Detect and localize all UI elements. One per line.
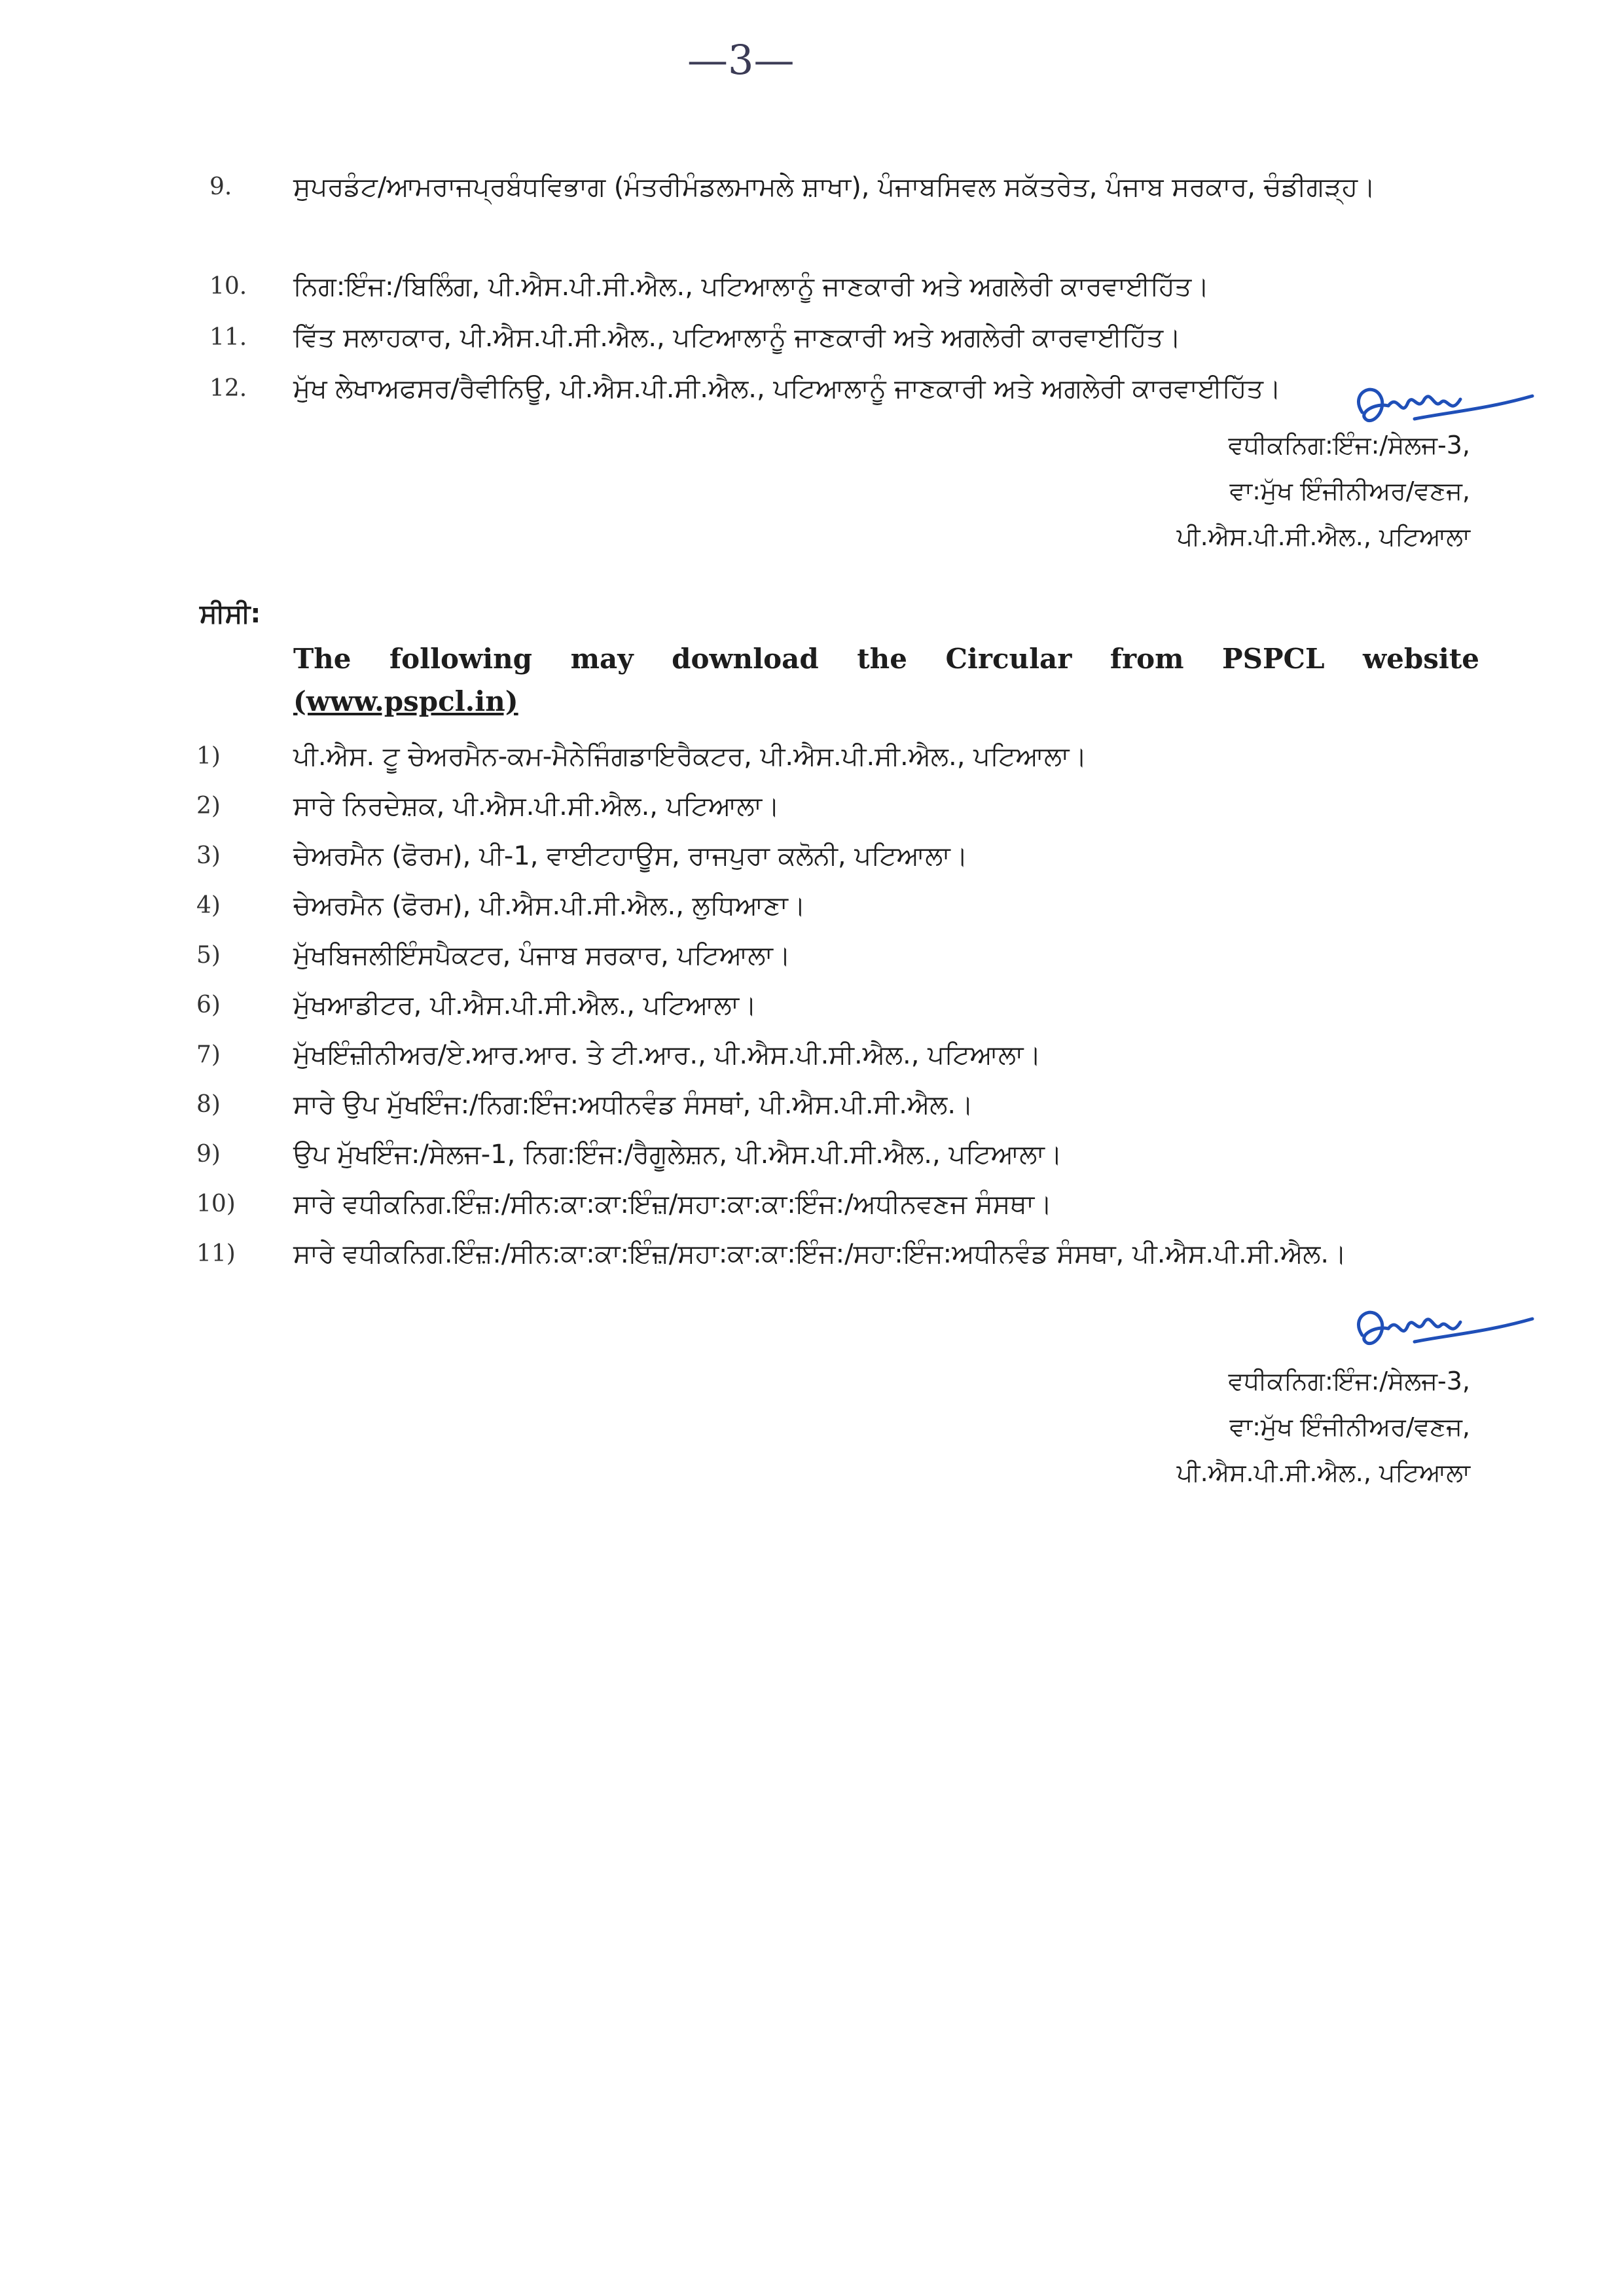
signature-organisation: ਪੀ.ਐਸ.ਪੀ.ਸੀ.ਐਲ., ਪਟਿਆਲਾ (1176, 522, 1470, 551)
signature-designation: ਵਧੀਕਨਿਗ:ਇੰਜ:/ਸੇਲਜ-3, (1228, 431, 1470, 459)
list-item-text: ਮੁੱਖਆਡੀਟਰ, ਪੀ.ਐਸ.ਪੀ.ਸੀ.ਐਲ., ਪਟਿਆਲਾ। (293, 990, 757, 1020)
list-item (196, 1030, 1479, 1080)
download-note: The following may download the Circular from PSPCL website (293, 643, 1479, 675)
signature-organisation: ਪੀ.ਐਸ.ਪੀ.ਸੀ.ਐਲ., ਪਟਿਆਲਾ (1176, 1458, 1470, 1487)
list-item-number: 5) (196, 942, 221, 969)
list-item-number: 11. (209, 324, 247, 351)
list-item (196, 781, 1479, 831)
list-item-text: ਸਾਰੇ ਨਿਰਦੇਸ਼ਕ, ਪੀ.ਐਸ.ਪੀ.ਸੀ.ਐਲ., ਪਟਿਆਲਾ। (293, 791, 780, 821)
list-item-text: ਮੁੱਖ ਲੇਖਾਅਫਸਰ/ਰੈਵੀਨਿਊ, ਪੀ.ਐਸ.ਪੀ.ਸੀ.ਐਲ., ਪਟਿਆਲਾਨੂੰ ਜਾਣਕਾਰੀ ਅਤੇ ਅਗਲੇਰੀ ਕਾਰਵਾਈਹਿੱਤ। (293, 374, 1281, 404)
list-item (196, 732, 1479, 781)
list-item-number: 6) (196, 992, 221, 1018)
list-item-number: 11) (196, 1240, 236, 1267)
list-item-text: ਪੀ.ਐਸ. ਟੂ ਚੇਅਰਮੈਨ-ਕਮ-ਮੈਨੇਜਿੰਗਡਾਇਰੈਕਟਰ, ਪੀ.ਐਸ.ਪੀ.ਸੀ.ਐਲ., ਪਟਿਆਲਾ। (293, 742, 1087, 772)
page-number: —3— (687, 36, 795, 84)
website-link[interactable]: (www.pspcl.in) (293, 685, 518, 717)
list-item-text: ਚੇਅਰਮੈਨ (ਫੋਰਮ), ਪੀ-1, ਵਾਈਟਹਾਊਸ, ਰਾਜਪੁਰਾ ਕਲੋਨੀ, ਪਟਿਆਲਾ। (293, 841, 968, 871)
list-item-number: 3) (196, 842, 221, 869)
list-item (196, 1229, 1479, 1329)
list-item-number: 12. (209, 375, 247, 402)
list-item (196, 881, 1479, 931)
signature-office: ਵਾ:ਮੁੱਖ ਇੰਜੀਨੀਅਰ/ਵਣਜ, (1229, 1412, 1470, 1441)
list-item (196, 1179, 1479, 1229)
list-item-text: ਉਪ ਮੁੱਖਇੰਜ:/ਸੇਲਜ-1, ਨਿਗ:ਇੰਜ:/ਰੈਗੂਲੇਸ਼ਨ, ਪੀ.ਐਸ.ਪੀ.ਸੀ.ਐਲ., ਪਟਿਆਲਾ। (293, 1139, 1062, 1170)
list-item-text: ਵਿੱਤ ਸਲਾਹਕਾਰ, ਪੀ.ਐਸ.ਪੀ.ਸੀ.ਐਲ., ਪਟਿਆਲਾਨੂੰ ਜਾਣਕਾਰੀ ਅਤੇ ਅਗਲੇਰੀ ਕਾਰਵਾਈਹਿੱਤ। (293, 323, 1182, 353)
list-item-text: ਸਾਰੇ ਵਧੀਕਨਿਗ.ਇੰਜ਼:/ਸੀਨ:ਕਾ:ਕਾ:ਇੰਜ਼/ਸਹਾ:ਕਾ:ਕਾ:ਇੰਜ:/ਅਧੀਨਵਣਜ ਸੰਸਥਾ। (293, 1189, 1053, 1219)
list-item-text: ਚੇਅਰਮੈਨ (ਫੋਰਮ), ਪੀ.ਐਸ.ਪੀ.ਸੀ.ਐਲ., ਲੁਧਿਆਣਾ। (293, 891, 806, 921)
list-item-number: 7) (196, 1041, 221, 1068)
cc-label: ਸੀਸੀ: (200, 599, 261, 629)
list-item (196, 1130, 1479, 1179)
list-item-number: 8) (196, 1091, 221, 1118)
handwritten-signature (1336, 1296, 1545, 1368)
signature-office: ਵਾ:ਮੁੱਖ ਇੰਜੀਨੀਅਰ/ਵਣਜ, (1229, 476, 1470, 505)
distribution-list (209, 162, 1479, 404)
list-item-text: ਸਾਰੇ ਉਪ ਮੁੱਖਇੰਜ:/ਨਿਗ:ਇੰਜ:ਅਧੀਨਵੰਡ ਸੰਸਥਾਂ, ਪੀ.ਐਸ.ਪੀ.ਸੀ.ਐਲ.। (293, 1090, 974, 1120)
list-item-number: 4) (196, 892, 221, 919)
list-item-number: 9. (209, 173, 232, 200)
list-item-number: 10. (209, 273, 247, 300)
list-item (196, 980, 1479, 1030)
cc-list (196, 732, 1479, 1321)
list-item-text: ਮੁੱਖਇੰਜ਼ੀਨੀਅਰ/ਏ.ਆਰ.ਆਰ. ਤੇ ਟੀ.ਆਰ., ਪੀ.ਐਸ.ਪੀ.ਸੀ.ਐਲ., ਪਟਿਆਲਾ। (293, 1040, 1041, 1070)
signature-block (1012, 422, 1470, 560)
list-item-number: 1) (196, 743, 221, 770)
list-item (196, 931, 1479, 980)
list-item (196, 1080, 1479, 1130)
list-item-text: ਮੁੱਖਬਿਜਲੀਇੰਸਪੈਕਟਰ, ਪੰਜਾਬ ਸਰਕਾਰ, ਪਟਿਆਲਾ। (293, 941, 791, 971)
list-item-number: 2) (196, 793, 221, 819)
list-item-number: 10) (196, 1191, 236, 1217)
list-item (209, 162, 1479, 262)
signature-block (1012, 1358, 1470, 1496)
signature-designation: ਵਧੀਕਨਿਗ:ਇੰਜ:/ਸੇਲਜ-3, (1228, 1367, 1470, 1395)
list-item-text: ਸਾਰੇ ਵਧੀਕਨਿਗ.ਇੰਜ਼:/ਸੀਨ:ਕਾ:ਕਾ:ਇੰਜ਼/ਸਹਾ:ਕਾ:ਕਾ:ਇੰਜ:/ਸਹਾ:ਇੰਜ:ਅਧੀਨਵੰਡ ਸੰਸਥਾ, ਪੀ.ਐਸ.ਪੀ.ਸੀ.ਐਲ.। (293, 1239, 1347, 1269)
list-item (196, 831, 1479, 881)
list-item-number: 9) (196, 1141, 221, 1168)
list-item-text: ਸੁਪਰਡੰਟ/ਆਮਰਾਜਪ੍ਰਬੰਧਵਿਭਾਗ (ਮੰਤਰੀਮੰਡਲਮਾਮਲੇ ਸ਼ਾਖਾ), ਪੰਜਾਬਸਿਵਲ ਸਕੱਤਰੇਤ, ਪੰਜਾਬ ਸਰਕਾਰ, ਚੰਡੀਗੜ੍ਹ। (293, 172, 1376, 202)
list-item-text: ਨਿਗ:ਇੰਜ:/ਬਿਲਿੰਗ, ਪੀ.ਐਸ.ਪੀ.ਸੀ.ਐਲ., ਪਟਿਆਲਾਨੂੰ ਜਾਣਕਾਰੀ ਅਤੇ ਅਗਲੇਰੀ ਕਾਰਵਾਈਹਿੱਤ। (293, 272, 1210, 302)
